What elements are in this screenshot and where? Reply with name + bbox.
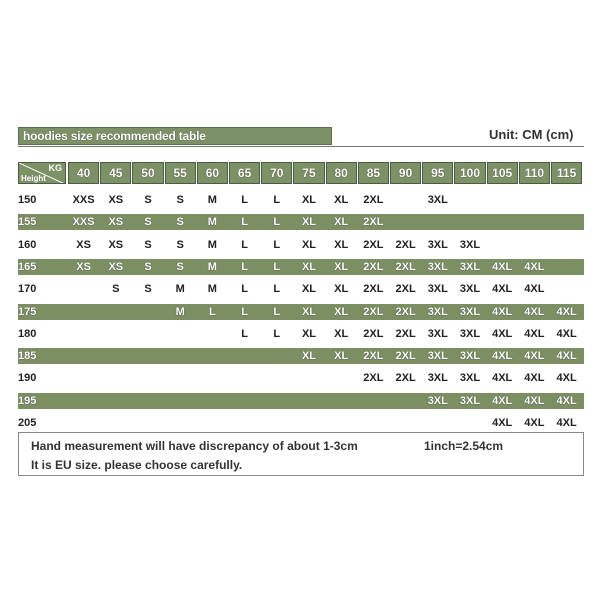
size-cell: M [207, 194, 217, 206]
size-cell: L [241, 194, 248, 206]
size-cell: XS [108, 194, 124, 206]
size-cell: L [273, 327, 281, 340]
size-cell: 4XL [492, 327, 513, 340]
size-cell: 4XL [556, 327, 577, 340]
note-discrepancy: Hand measurement will have discrepancy of about 1-3cm [31, 439, 358, 453]
table-row [18, 259, 584, 275]
size-cell: 4XL [492, 394, 513, 407]
note-inch-conversion: 1inch=2.54cm [424, 439, 504, 453]
weight-header-40: 40 [68, 162, 99, 184]
size-cell: 4XL [556, 305, 577, 318]
size-cell: 3XL [459, 350, 481, 363]
title-bar [18, 127, 332, 145]
size-cell: 3XL [459, 394, 481, 407]
weight-header-65: 65 [229, 162, 260, 184]
weight-header-85: 85 [358, 162, 389, 184]
size-cell: L [273, 260, 281, 273]
size-cell: M [207, 283, 217, 296]
table-row [18, 192, 584, 208]
table-row [18, 304, 584, 320]
size-cell: 4XL [492, 350, 513, 363]
table-row [18, 237, 584, 253]
weight-header-45: 45 [100, 162, 131, 184]
size-cell: 4XL [492, 305, 513, 318]
size-cell: S [176, 194, 184, 206]
title-divider [18, 146, 584, 147]
size-cell: S [112, 283, 120, 296]
table-row [18, 415, 584, 431]
size-cell: XS [76, 238, 91, 251]
size-cell: 2XL [363, 350, 384, 363]
size-cell: 2XL [395, 327, 416, 340]
size-cell: XL [334, 216, 349, 229]
size-cell: 4XL [492, 417, 513, 429]
size-cell: 3XL [427, 194, 448, 206]
size-cell: L [241, 305, 248, 318]
notes-box [18, 432, 584, 476]
size-cell: 3XL [459, 283, 481, 296]
unit-label: Unit: CM (cm) [489, 127, 574, 142]
size-cell: 3XL [427, 283, 448, 296]
table-row [18, 393, 584, 409]
size-cell: 2XL [395, 238, 416, 251]
size-cell: 3XL [459, 327, 481, 340]
size-cell: 2XL [363, 194, 384, 206]
size-cell: XL [334, 194, 349, 206]
weight-header-70: 70 [261, 162, 292, 184]
size-cell: XS [108, 238, 124, 251]
size-cell: L [209, 305, 216, 318]
weight-header-60: 60 [197, 162, 228, 184]
weight-header-75: 75 [293, 162, 324, 184]
size-cell: 4XL [492, 260, 513, 273]
size-cell: S [144, 238, 152, 251]
weight-header-100: 100 [454, 162, 485, 184]
table-title: hoodies size recommended table [23, 129, 206, 143]
weight-header-50: 50 [132, 162, 163, 184]
size-cell: 2XL [363, 372, 384, 385]
size-cell: 4XL [524, 417, 545, 429]
size-cell: M [207, 238, 217, 251]
size-cell: S [144, 283, 152, 296]
size-cell: XL [334, 283, 349, 296]
weight-header-90: 90 [390, 162, 421, 184]
size-cell: 3XL [427, 327, 448, 340]
size-cell: 3XL [427, 394, 448, 407]
size-cell: 4XL [556, 372, 577, 385]
size-cell: XL [301, 327, 317, 340]
size-cell: 4XL [524, 305, 545, 318]
size-cell: XL [334, 260, 349, 273]
size-cell: L [241, 327, 248, 340]
height-cell: 160 [18, 238, 37, 251]
size-cell: XS [108, 216, 124, 229]
size-cell: M [207, 216, 217, 229]
height-cell: 190 [18, 372, 37, 385]
size-cell: L [273, 238, 281, 251]
weight-label: KG [48, 163, 62, 173]
table-row [18, 326, 584, 342]
weight-header-80: 80 [326, 162, 357, 184]
height-cell: 170 [18, 283, 37, 296]
size-cell: 4XL [556, 417, 577, 429]
size-cell: S [176, 216, 184, 229]
size-cell: S [144, 216, 152, 229]
size-cell: 2XL [363, 283, 384, 296]
size-cell: 3XL [459, 305, 481, 318]
size-cell: XL [301, 305, 317, 318]
size-cell: 2XL [395, 350, 416, 363]
size-cell: L [273, 283, 281, 296]
table-row [18, 370, 584, 386]
height-cell: 195 [18, 394, 37, 407]
size-cell: XL [334, 305, 349, 318]
size-cell: 4XL [524, 260, 545, 273]
size-cell: XXS [72, 194, 95, 206]
height-label: Height [21, 174, 46, 183]
size-cell: L [241, 260, 248, 273]
note-eu-size: It is EU size. please choose carefully. [31, 458, 243, 472]
size-cell: L [273, 194, 281, 206]
height-cell: 150 [18, 194, 37, 206]
height-cell: 185 [18, 350, 37, 363]
weight-header-115: 115 [551, 162, 582, 184]
size-cell: XL [301, 260, 317, 273]
height-cell: 180 [18, 327, 37, 340]
size-cell: 2XL [395, 260, 416, 273]
size-cell: 4XL [524, 372, 545, 385]
size-cell: 4XL [524, 327, 545, 340]
size-cell: 2XL [363, 327, 384, 340]
size-cell: L [241, 238, 248, 251]
table-row [18, 214, 584, 230]
size-cell: 3XL [427, 350, 448, 363]
size-cell: XL [334, 238, 349, 251]
size-cell: L [241, 216, 248, 229]
height-cell: 175 [18, 305, 37, 318]
size-cell: 2XL [395, 372, 416, 385]
size-cell: 3XL [427, 372, 448, 385]
size-cell: 3XL [459, 372, 481, 385]
height-cell: 205 [18, 417, 37, 429]
header-row [18, 162, 584, 184]
size-cell: 4XL [524, 283, 545, 296]
size-cell: S [176, 238, 184, 251]
height-cell: 155 [18, 216, 37, 229]
size-cell: M [175, 305, 185, 318]
size-cell: M [207, 260, 217, 273]
size-cell: L [273, 305, 281, 318]
size-cell: 3XL [427, 260, 448, 273]
size-cell: L [273, 216, 281, 229]
weight-header-110: 110 [519, 162, 550, 184]
weight-header-105: 105 [487, 162, 518, 184]
size-cell: 4XL [556, 394, 577, 407]
size-cell: 3XL [459, 260, 481, 273]
size-cell: XL [334, 327, 349, 340]
size-cell: 4XL [524, 394, 545, 407]
size-cell: XL [301, 216, 317, 229]
size-cell: XL [301, 283, 317, 296]
size-cell: XS [108, 260, 124, 273]
size-cell: 2XL [363, 238, 384, 251]
size-cell: XL [301, 238, 317, 251]
size-cell: 2XL [395, 305, 416, 318]
size-cell: 4XL [492, 372, 513, 385]
table-row [18, 281, 584, 297]
size-cell: XS [76, 260, 91, 273]
size-cell: S [176, 260, 184, 273]
size-cell: 4XL [556, 350, 577, 363]
size-cell: 3XL [427, 305, 448, 318]
size-cell: S [144, 194, 152, 206]
weight-header-95: 95 [422, 162, 453, 184]
weight-header-55: 55 [165, 162, 196, 184]
size-cell: XXS [72, 216, 95, 229]
height-cell: 165 [18, 260, 37, 273]
size-cell: 4XL [524, 350, 545, 363]
size-cell: M [175, 283, 185, 296]
size-cell: L [241, 283, 248, 296]
size-cell: XL [301, 350, 317, 363]
size-cell: 2XL [363, 216, 384, 229]
size-cell: XL [301, 194, 317, 206]
size-cell: 3XL [427, 238, 448, 251]
table-row [18, 348, 584, 364]
size-cell: 2XL [363, 260, 384, 273]
size-cell: 3XL [459, 238, 481, 251]
size-cell: 2XL [363, 305, 384, 318]
corner-cell [18, 162, 66, 184]
size-cell: XL [334, 350, 349, 363]
size-cell: 2XL [395, 283, 416, 296]
size-cell: 4XL [492, 283, 513, 296]
size-cell: S [144, 260, 152, 273]
